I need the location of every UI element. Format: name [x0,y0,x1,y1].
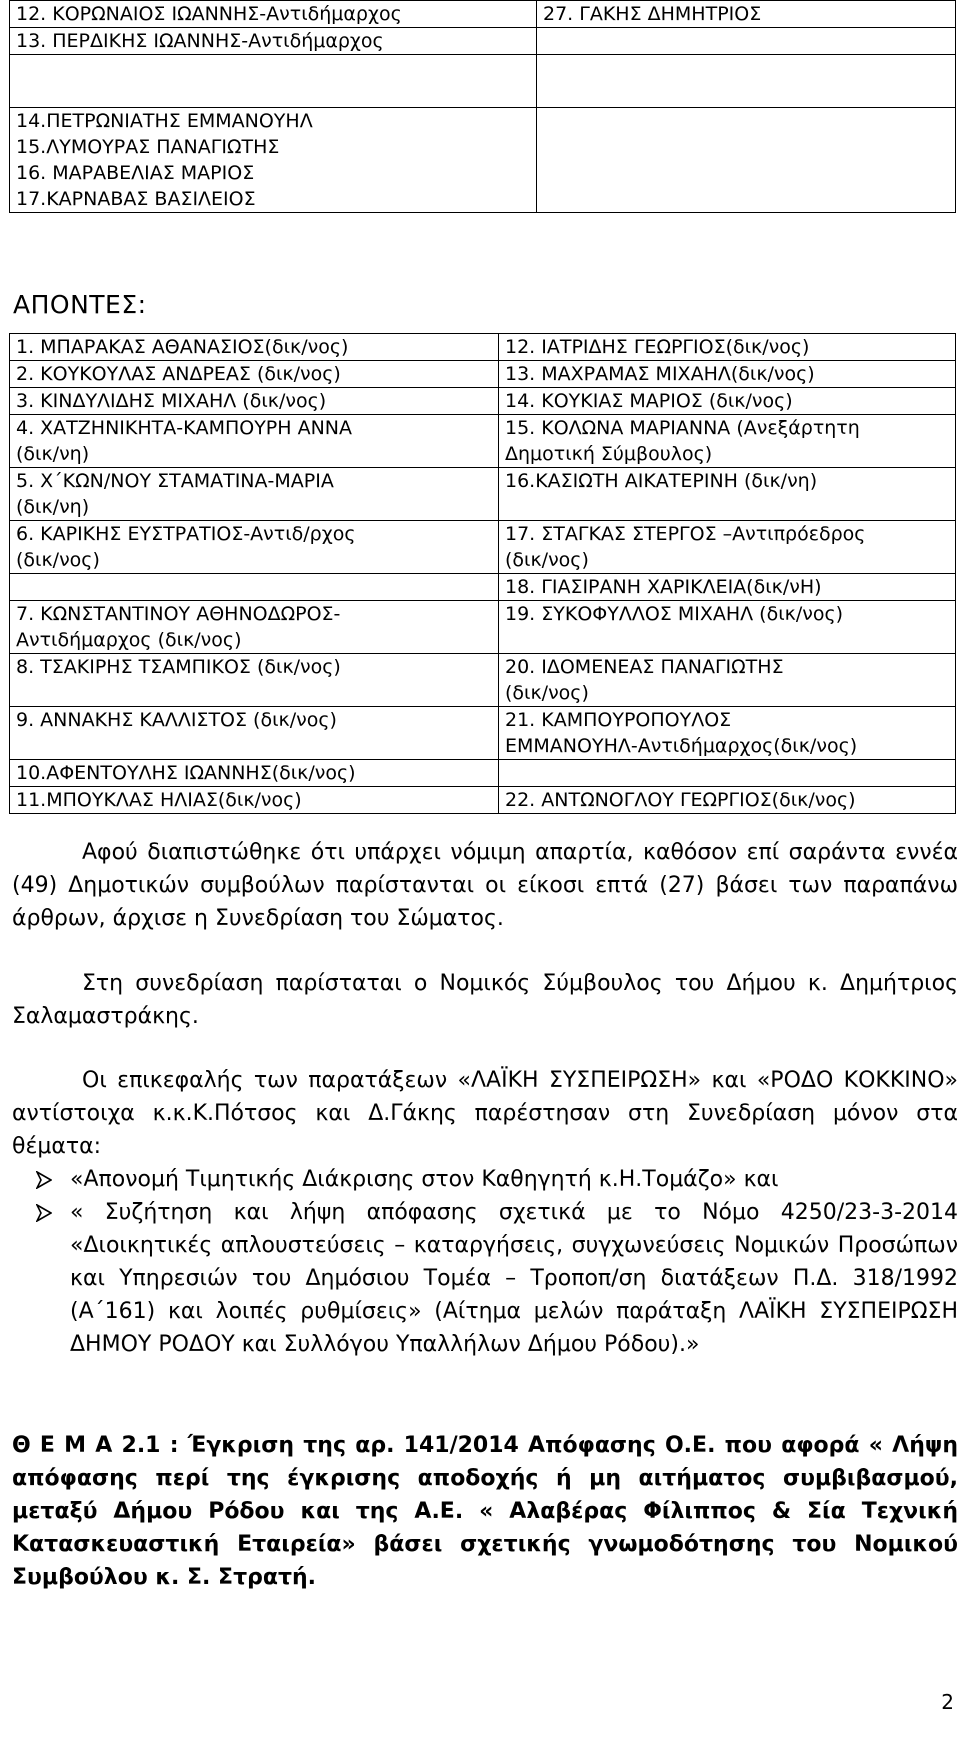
table-cell [10,574,499,601]
table-row [10,574,956,601]
table-cell [10,760,499,787]
present-members-table [9,0,956,213]
table-row [10,55,956,108]
table-row [10,521,956,574]
cell-line: (δικ/νος) [16,549,100,571]
thema-heading: Θ Ε Μ Α 2.1 : Έγκριση της αρ. 141/2014 Απόφασης Ο.Ε. που αφορά « Λήψη απόφασης περί της έγκρισης αποδοχής ή μη αιτήματος συμβιβασμού, μεταξύ Δήμου Ρόδου και της Α.Ε. « Αλαβέρας Φίλιππος & Σία Τεχνική Κατασκευαστική Εταιρεία» βάσει σχετικής γνωμοδότησης του Νομικού Συμβούλου κ. Σ. Στρατή. [12,1433,958,1590]
table-cell [537,55,956,108]
table-cell [499,760,956,787]
table-cell [499,521,956,574]
cell-line: 17. ΣΤΑΓΚΑΣ ΣΤΕΡΓΟΣ –Αντιπρόεδρος [505,523,866,545]
table-row [10,28,956,55]
table-row [10,388,956,415]
table-cell [10,55,537,108]
cell-line: 16.ΚΑΣΙΩΤΗ ΑΙΚΑΤΕΡΙΝΗ (δικ/νη) [505,470,818,492]
cell-line: 13. ΜΑΧΡΑΜΑΣ ΜΙΧΑΗΛ(δικ/νος) [505,363,815,385]
quorum-paragraph: Αφού διαπιστώθηκε ότι υπάρχει νόμιμη απαρτία, καθόσον επί σαράντα εννέα (49) Δημοτικών συμβούλων παρίστανται οι είκοσι επτά (27) βάσει των παραπάνω άρθρων, άρχισε η Συνεδρίαση του Σώματος. [12,840,958,931]
table-cell [10,388,499,415]
table-cell [499,361,956,388]
cell-line: 10.ΑΦΕΝΤΟΥΛΗΣ ΙΩΑΝΝΗΣ(δικ/νος) [16,762,356,784]
table-cell [499,601,956,654]
cell-line: 18. ΓΙΑΣΙΡΑΝΗ ΧΑΡΙΚΛΕΙΑ(δικ/νΗ) [505,576,822,598]
table-row [10,654,956,707]
table-cell [10,521,499,574]
table-cell [499,415,956,468]
cell-line: (δικ/νη) [16,443,90,465]
cell-line: 12. ΙΑΤΡΙΔΗΣ ΓΕΩΡΓΙΟΣ(δικ/νος) [505,336,810,358]
cell-line: (δικ/νος) [505,549,589,571]
table-cell [10,601,499,654]
table-cell [499,787,956,814]
cell-line: Δημοτική Σύμβουλος) [505,443,713,465]
table-cell [499,334,956,361]
list-item: «Απονομή Τιμητικής Διάκρισης στον Καθηγητή κ.Η.Τομάζο» και [36,1163,958,1196]
cell-line: 9. ΑΝΝΑΚΗΣ ΚΑΛΛΙΣΤΟΣ (δικ/νος) [16,709,337,731]
cell-line: 5. Χ΄ΚΩΝ/ΝΟΥ ΣΤΑΜΑΤΙΝΑ-ΜΑΡΙΑ [16,470,334,492]
arrow-bullet-icon [36,1196,70,1229]
table-cell [10,334,499,361]
cell-line: 20. ΙΔΟΜΕΝΕΑΣ ΠΑΝΑΓΙΩΤΗΣ [505,656,784,678]
arrow-bullet-icon [36,1163,70,1196]
table-row [10,601,956,654]
cell-line: (δικ/νος) [505,682,589,704]
table-cell: 14.ΠΕΤΡΩΝΙΑΤΗΣ ΕΜΜΑΝΟΥΗΛ 15.ΛΥΜΟΥΡΑΣ ΠΑΝΑΓΙΩΤΗΣ 16. ΜΑΡΑΒΕΛΙΑΣ ΜΑΡΙΟΣ 17.ΚΑΡΝΑΒΑΣ ΒΑΣΙΛΕΙΟΣ [10,108,537,213]
table-cell [10,707,499,760]
cell-line: 6. ΚΑΡΙΚΗΣ ΕΥΣΤΡΑΤΙΟΣ-Αντιδ/ρχος [16,523,356,545]
cell-line: 1. ΜΠΑΡΑΚΑΣ ΑΘΑΝΑΣΙΟΣ(δικ/νος) [16,336,349,358]
table-cell: 13. ΠΕΡΔΙΚΗΣ ΙΩΑΝΝΗΣ-Αντιδήμαρχος [10,28,537,55]
table-row [10,108,956,213]
cell-line: 19. ΣΥΚΟΦΥΛΛΟΣ ΜΙΧΑΗΛ (δικ/νος) [505,603,844,625]
cell-line: 21. ΚΑΜΠΟΥΡΟΠΟΥΛΟΣ [505,709,732,731]
table-row [10,468,956,521]
cell-line: 7. ΚΩΝΣΤΑΝΤΙΝΟΥ ΑΘΗΝΟΔΩΡΟΣ- [16,603,341,625]
table-cell [537,108,956,213]
table-row [10,787,956,814]
absent-heading: ΑΠΟΝΤΕΣ: [13,290,147,319]
cell-line: 22. ΑΝΤΩΝΟΓΛΟΥ ΓΕΩΡΓΙΟΣ(δικ/νος) [505,789,856,811]
table-cell [499,654,956,707]
cell-line: ΕΜΜΑΝΟΥΗΛ-Αντιδήμαρχος(δικ/νος) [505,735,858,757]
table-cell [499,468,956,521]
table-row [10,760,956,787]
table-cell [499,574,956,601]
cell-line: 2. ΚΟΥΚΟΥΛΑΣ ΑΝΔΡΕΑΣ (δικ/νος) [16,363,341,385]
cell-line: 15. ΚΟΛΩΝΑ ΜΑΡΙΑΝΝΑ (Ανεξάρτητη [505,417,860,439]
cell-line: 11.ΜΠΟΥΚΛΑΣ ΗΛΙΑΣ(δικ/νος) [16,789,302,811]
table-cell [10,787,499,814]
table-row [10,361,956,388]
table-cell [10,415,499,468]
table-cell [537,28,956,55]
table-cell [10,361,499,388]
cell-line: (δικ/νη) [16,496,90,518]
table-cell [499,707,956,760]
cell-line: 8. ΤΣΑΚΙΡΗΣ ΤΣΑΜΠΙΚΟΣ (δικ/νος) [16,656,341,678]
table-row [10,334,956,361]
cell-line: 14. ΚΟΥΚΙΑΣ ΜΑΡΙΟΣ (δικ/νος) [505,390,793,412]
table-row [10,415,956,468]
table-row [10,1,956,28]
table-cell [499,388,956,415]
cell-line: Αντιδήμαρχος (δικ/νος) [16,629,242,651]
legal-advisor-paragraph: Στη συνεδρίαση παρίσταται ο Νομικός Σύμβουλος του Δήμου κ. Δημήτριος Σαλαμαστράκης. [12,971,958,1029]
table-cell: 12. ΚΟΡΩΝΑΙΟΣ ΙΩΑΝΝΗΣ-Αντιδήμαρχος [10,1,537,28]
absent-members-table [9,333,956,814]
table-row [10,707,956,760]
cell-line: 4. ΧΑΤΖΗΝΙΚΗΤΑ-ΚΑΜΠΟΥΡΗ ΑΝΝΑ [16,417,353,439]
table-cell [10,654,499,707]
list-item: « Συζήτηση και λήψη απόφασης σχετικά με το Νόμο 4250/23-3-2014 «Διοικητικές απλουστεύσεις – καταργήσεις, συγχωνεύσεις Νομικών Προσώπων και Υπηρεσιών του Δημόσιου Τομέα – Τροποπ/ση διατάξεων Π.Δ. 318/1992 (Α΄161) και λοιπές ρυθμίσεις» (Αίτημα μελών παράταξη ΛΑΪΚΗ ΣΥΣΠΕΙΡΩΣΗ ΔΗΜΟΥ ΡΟΔΟΥ και Συλλόγου Υπαλλήλων Δήμου Ρόδου).» [36,1196,958,1361]
page-number: 2 [941,1690,954,1714]
topics-list [36,1163,958,1361]
table-cell: 27. ΓΑΚΗΣ ΔΗΜΗΤΡΙΟΣ [537,1,956,28]
leaders-paragraph: Οι επικεφαλής των παρατάξεων «ΛΑΪΚΗ ΣΥΣΠΕΙΡΩΣΗ» και «ΡΟΔΟ ΚΟΚΚΙΝΟ» αντίστοιχα κ.κ.Κ.Πότσος και Δ.Γάκης παρέστησαν στη Συνεδρίαση μόνον στα θέματα: [12,1068,958,1159]
table-cell [10,468,499,521]
cell-line: 3. ΚΙΝΔΥΛΙΔΗΣ ΜΙΧΑΗΛ (δικ/νος) [16,390,327,412]
